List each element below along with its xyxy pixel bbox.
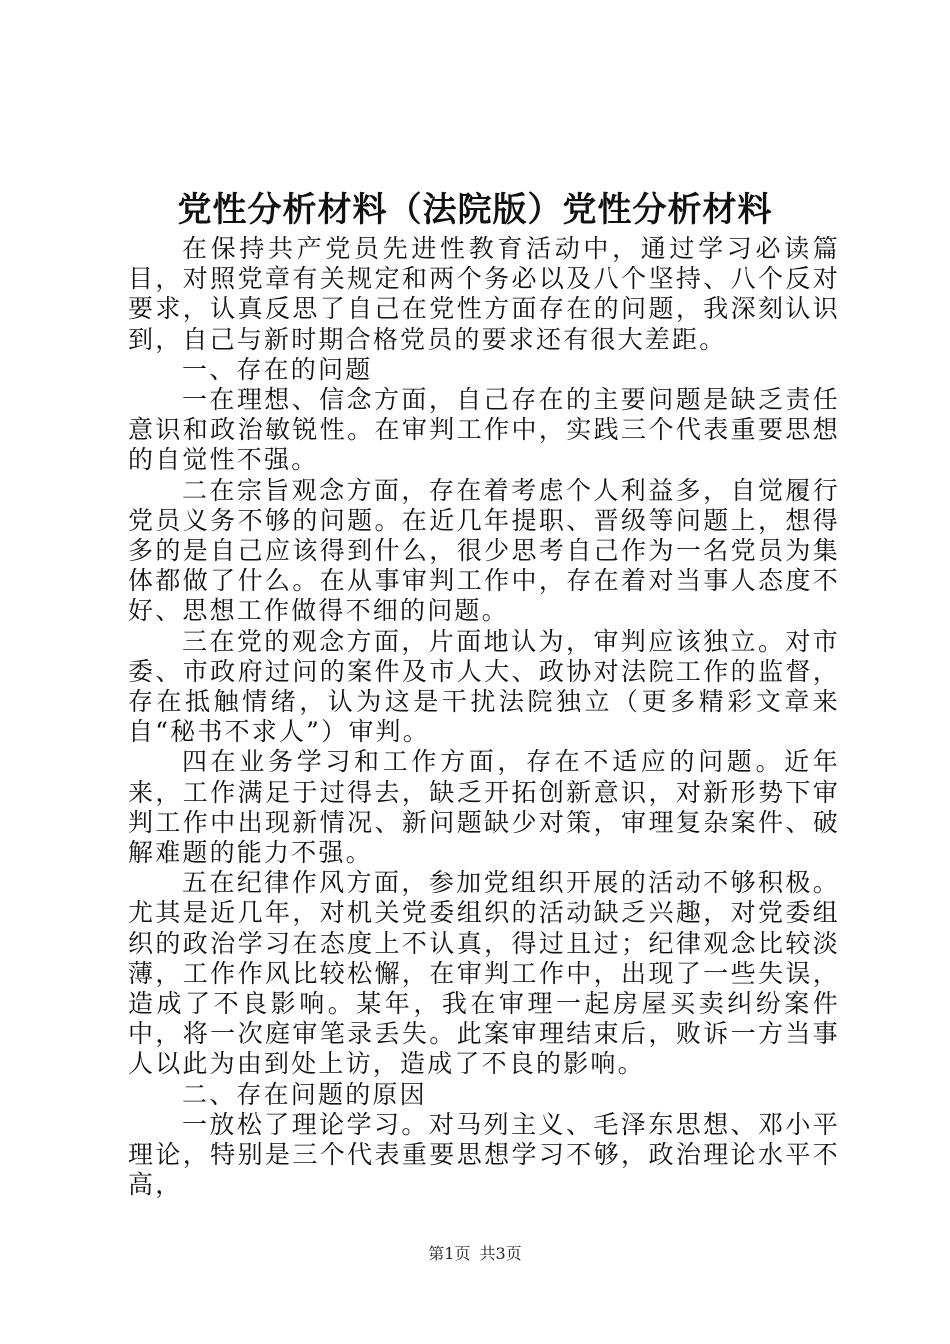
page-total: 共3页: [479, 1244, 522, 1263]
page-number: 第1页: [428, 1244, 471, 1263]
section-heading-causes: 二、存在问题的原因: [182, 1079, 427, 1109]
page-footer: [0, 1243, 950, 1265]
paragraph-ideals: 一在理想、信念方面，自己存在的主要问题是缺乏责任意识和政治敏锐性。在审判工作中，实践三个代表重要思想的自觉性不强。: [128, 385, 840, 475]
section-heading-problems: 一、存在的问题: [182, 354, 373, 384]
paragraph-discipline: 五在纪律作风方面，参加党组织开展的活动不够积极。尤其是近几年，对机关党委组织的活动缺乏兴趣，对党委组织的政治学习在态度上不认真，得过且过；纪律观念比较淡薄，工作作风比较松懈，在审判工作中，出现了一些失误，造成了不良影响。某年，我在审理一起房屋买卖纠纷案件中，将一次庭审笔录丢失。此案审理结束后，败诉一方当事人以此为由到处上访，造成了不良的影响。: [128, 868, 840, 1079]
document-title: 党性分析材料（法院版）党性分析材料: [177, 190, 773, 230]
paragraph-party-concept: 三在党的观念方面，片面地认为，审判应该独立。对市委、市政府过问的案件及市人大、政协对法院工作的监督，存在抵触情绪，认为这是干扰法院独立（更多精彩文章来自“秘书不求人”）审判。: [128, 626, 840, 747]
paragraph-intro: 在保持共产党员先进性教育活动中，通过学习必读篇目，对照党章有关规定和两个务必以及八个坚持、八个反对要求，认真反思了自己在党性方面存在的问题，我深刻认识到，自己与新时期合格党员的要求还有很大差距。: [128, 234, 840, 354]
paragraph-purpose: 二在宗旨观念方面，存在着考虑个人利益多，自觉履行党员义务不够的问题。在近几年提职、晋级等问题上，想得多的是自己应该得到什么，很少思考自己作为一名党员为集体都做了什么。在从事审判工作中，存在着对当事人态度不好、思想工作做得不细的问题。: [128, 475, 840, 626]
paragraph-study-work: 四在业务学习和工作方面，存在不适应的问题。近年来，工作满足于过得去，缺乏开拓创新意识，对新形势下审判工作中出现新情况、新问题缺少对策，审理复杂案件、破解难题的能力不强。: [128, 747, 840, 868]
document-body: [128, 234, 840, 1201]
paragraph-theory-study: 一放松了理论学习。对马列主义、毛泽东思想、邓小平理论，特别是三个代表重要思想学习不够，政治理论水平不高，: [128, 1109, 840, 1200]
